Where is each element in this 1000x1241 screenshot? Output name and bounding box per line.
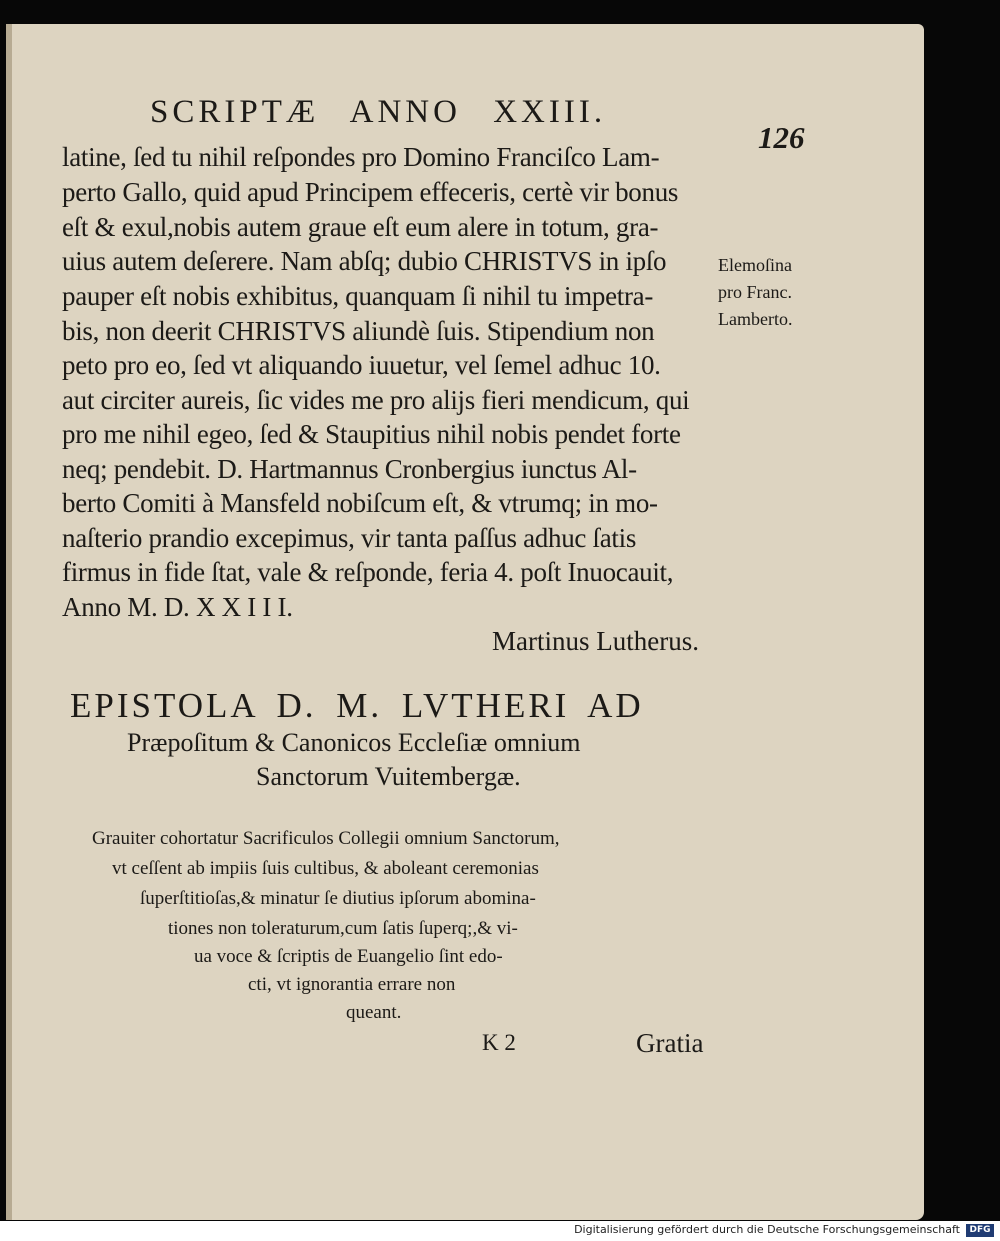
- page-gutter: [6, 24, 12, 1220]
- body-line: Anno M. D. X X I I I.: [62, 592, 293, 622]
- epistle-subtitle-line: Sanctorum Vuitembergæ.: [256, 762, 521, 791]
- margin-note-line: Elemoſina: [718, 255, 792, 275]
- margin-note-line: Lamberto.: [718, 309, 793, 329]
- body-line: pro me nihil egeo, ſed & Staupitius nihil nobis pendet forte: [62, 419, 681, 449]
- body-line: peto pro eo, ſed vt aliquando iuuetur, vel ſemel adhuc 10.: [62, 350, 661, 380]
- summary-line: ua voce & ſcriptis de Euangelio ſint edo-: [194, 946, 503, 967]
- body-line: aut circiter aureis, ſic vides me pro alijs fieri mendicum, qui: [62, 385, 690, 415]
- body-line: latine, ſed tu nihil reſpondes pro Domino Franciſco Lam-: [62, 142, 660, 172]
- body-line: naſterio prandio excepimus, vir tanta paſſus adhuc ſatis: [62, 523, 637, 553]
- catchword: Gratia: [636, 1028, 704, 1058]
- footer-bar: [0, 1221, 1000, 1241]
- letter-signature: Martinus Lutherus.: [492, 626, 699, 656]
- margin-note-line: pro Franc.: [718, 282, 792, 302]
- epistle-subtitle-line: Præpoſitum & Canonicos Eccleſiæ omnium: [127, 728, 581, 757]
- folio-number: 126: [758, 120, 805, 155]
- summary-line: tiones non toleraturum,cum ſatis ſuperq;,& vi-: [168, 918, 518, 939]
- signature-mark: K 2: [482, 1030, 516, 1055]
- footer-credit: Digitalisierung gefördert durch die Deutsche Forschungsgemeinschaft: [574, 1223, 960, 1236]
- running-head: SCRIPTÆ ANNO XXIII.: [150, 94, 607, 130]
- summary-line: cti, vt ignorantia errare non: [248, 974, 456, 995]
- summary-line: queant.: [346, 1002, 402, 1023]
- body-line: firmus in fide ſtat, vale & reſponde, feria 4. poſt Inuocauit,: [62, 557, 674, 587]
- dfg-logo: DFG: [966, 1224, 994, 1237]
- body-line: perto Gallo, quid apud Principem effeceris, certè vir bonus: [62, 177, 679, 207]
- body-line: eſt & exul,nobis autem graue eſt eum alere in totum, gra-: [62, 212, 659, 242]
- epistle-title: EPISTOLA D. M. LVTHERI AD: [70, 686, 644, 725]
- body-line: bis, non deerit CHRISTVS aliundè ſuis. Stipendium non: [62, 316, 655, 346]
- body-line: neq; pendebit. D. Hartmannus Cronbergius iunctus Al-: [62, 454, 637, 484]
- body-line: uius autem deſerere. Nam abſq; dubio CHRISTVS in ipſo: [62, 246, 667, 276]
- body-line: berto Comiti à Mansfeld nobiſcum eſt, & vtrumq; in mo-: [62, 488, 658, 518]
- summary-line: Grauiter cohortatur Sacrificulos Collegii omnium Sanctorum,: [92, 828, 560, 849]
- summary-line: ſuperſtitioſas,& minatur ſe diutius ipſorum abomina-: [140, 888, 536, 909]
- summary-line: vt ceſſent ab impiis ſuis cultibus, & aboleant ceremonias: [112, 858, 539, 879]
- body-line: pauper eſt nobis exhibitus, quanquam ſi nihil tu impetra-: [62, 281, 654, 311]
